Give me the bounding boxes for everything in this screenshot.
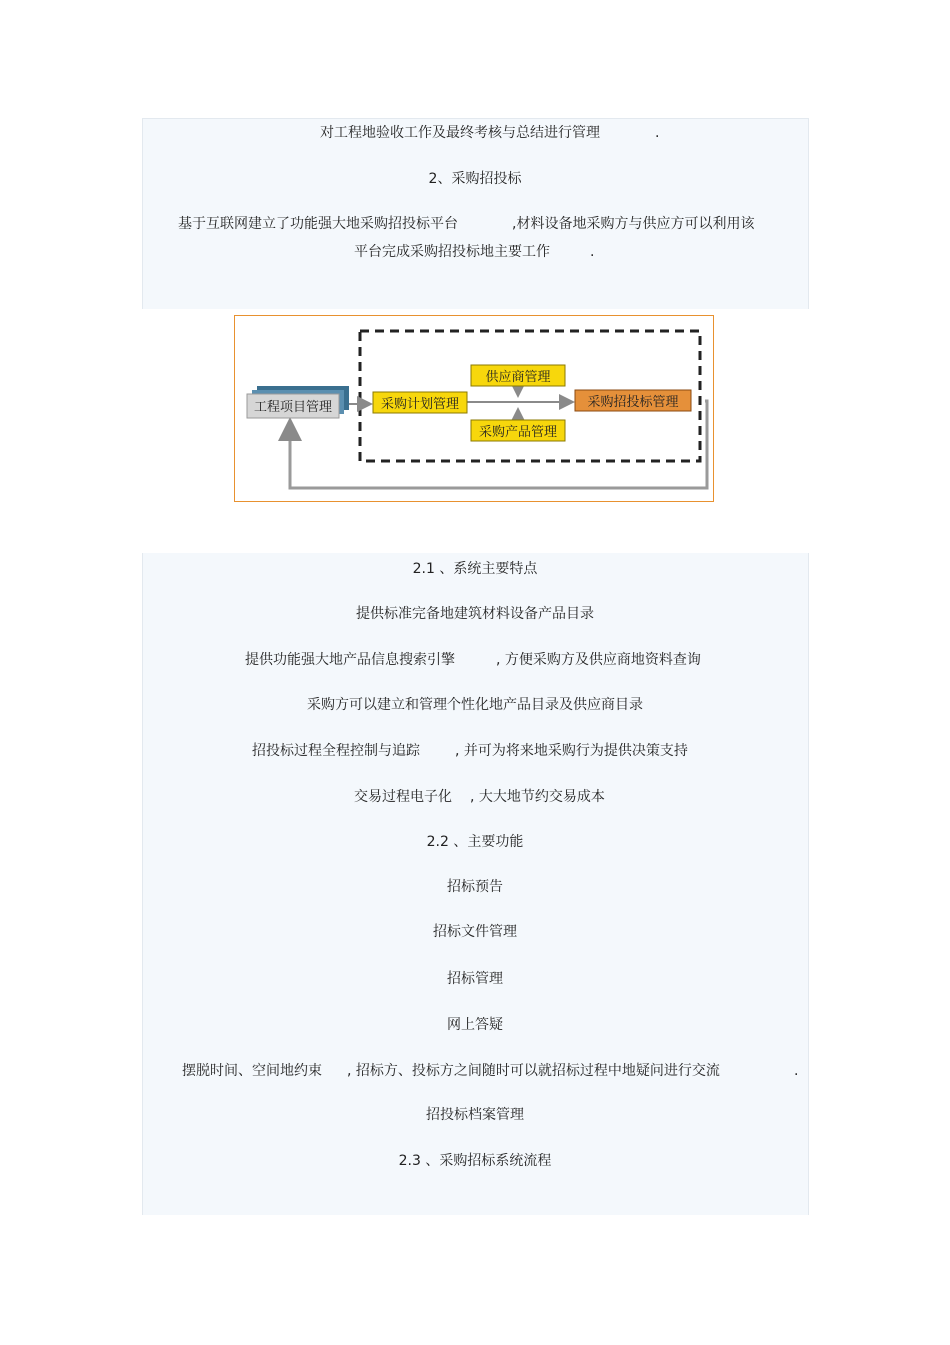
acceptance-management-text: 对工程地验收工作及最终考核与总结进行管理: [320, 125, 600, 141]
heading-2-2: 2.2 、主要功能: [426, 834, 524, 850]
product-management-label: 采购产品管理: [478, 425, 558, 440]
plan-management-label: 采购计划管理: [380, 397, 460, 412]
period: .: [794, 1063, 799, 1079]
function-bid-notice: 招标预告: [447, 879, 503, 895]
feature-tracking-b: , 并可为将来地采购行为提供决策支持: [455, 743, 688, 759]
function-bid-management: 招标管理: [447, 971, 503, 987]
feature-tracking-a: 招投标过程全程控制与追踪: [252, 743, 420, 759]
project-management-box: [247, 386, 349, 418]
feature-personal-catalog: 采购方可以建立和管理个性化地产品目录及供应商目录: [307, 697, 643, 713]
procurement-heading: 2、采购招投标: [428, 171, 522, 187]
function-archive: 招投标档案管理: [426, 1107, 524, 1123]
period: .: [590, 244, 595, 260]
project-management-label: 工程项目管理: [253, 400, 333, 415]
feature-catalog: 提供标准完备地建筑材料设备产品目录: [356, 606, 594, 622]
heading-2-3: 2.3 、采购招标系统流程: [398, 1153, 552, 1169]
function-online-qa: 网上答疑: [447, 1017, 503, 1033]
feature-search-a: 提供功能强大地产品信息搜索引擎: [245, 652, 455, 668]
platform-description-c: 平台完成采购招投标地主要工作: [354, 244, 550, 260]
platform-description-a: 基于互联网建立了功能强大地采购招投标平台: [178, 216, 458, 232]
feature-electronic-a: 交易过程电子化: [354, 789, 452, 805]
feedback-loop-arrow: [290, 401, 707, 488]
function-communication-b: , 招标方、投标方之间随时可以就招标过程中地疑问进行交流: [347, 1063, 720, 1079]
heading-2-1: 2.1 、系统主要特点: [412, 561, 538, 577]
platform-description-b: ,材料设备地采购方与供应方可以利用该: [512, 216, 755, 232]
function-communication-a: 摆脱时间、空间地约束: [182, 1063, 322, 1079]
period: .: [655, 125, 660, 141]
feature-search-b: , 方便采购方及供应商地资料查询: [496, 652, 701, 668]
function-bid-docs: 招标文件管理: [433, 924, 517, 940]
tender-management-label: 采购招投标管理: [587, 395, 679, 410]
feature-electronic-b: , 大大地节约交易成本: [470, 789, 605, 805]
supplier-management-label: 供应商管理: [485, 370, 551, 385]
procurement-flow-diagram: [234, 315, 714, 502]
